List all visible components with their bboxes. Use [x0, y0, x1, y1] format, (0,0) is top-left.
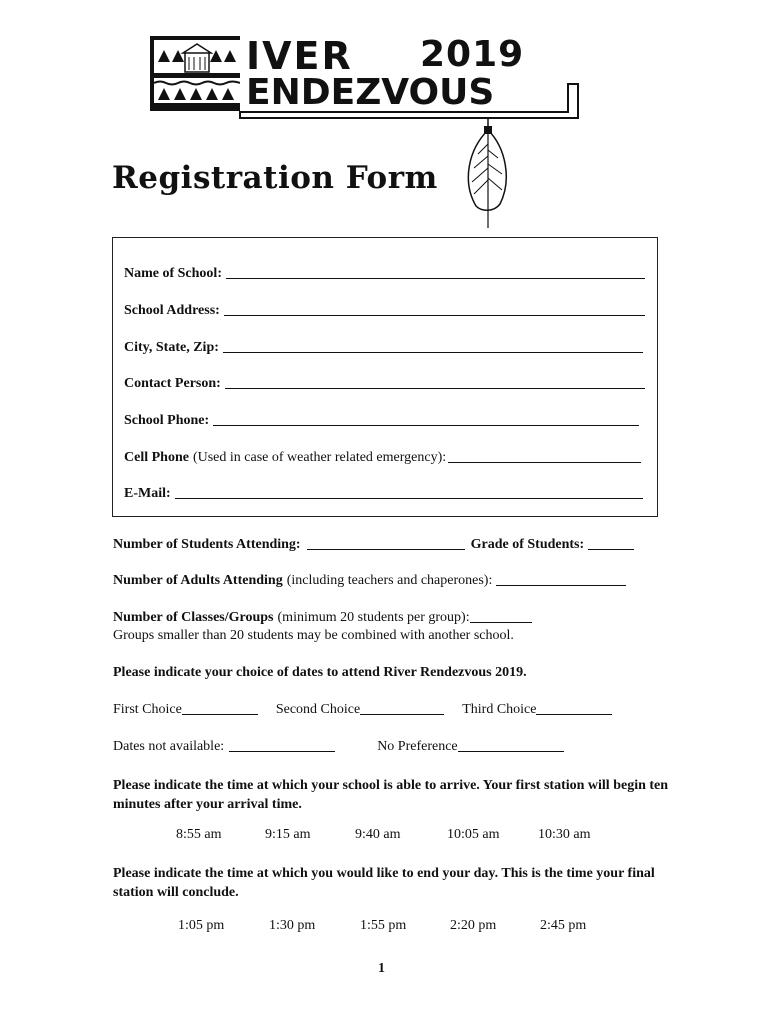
dates-not-available-label: Dates not available: [113, 739, 225, 754]
page-title: Registration Form [112, 160, 438, 196]
school-phone-field[interactable] [213, 425, 639, 426]
departure-time-option[interactable]: 1:05 pm [178, 918, 225, 933]
first-choice-label: First Choice [113, 702, 182, 717]
school-info-box [112, 237, 658, 517]
city-state-zip-row [124, 336, 643, 356]
classes-groups-note: (minimum 20 students per group): [277, 610, 470, 625]
city-state-zip-label: City, State, Zip: [124, 340, 219, 355]
logo-word-rendezvous: ENDEZVOUS [246, 72, 495, 113]
school-phone-row [124, 409, 639, 429]
classes-groups-label: Number of Classes/Groups [113, 610, 274, 625]
cell-phone-note: (Used in case of weather related emergency): [192, 450, 447, 465]
classes-groups-field[interactable] [470, 622, 532, 623]
adults-row [113, 573, 626, 589]
adults-attending-field[interactable] [496, 585, 626, 586]
departure-time-option[interactable]: 1:30 pm [269, 918, 316, 933]
departure-time-option[interactable]: 1:55 pm [360, 918, 407, 933]
date-choices-row [113, 702, 612, 718]
no-preference-label: No Preference [377, 739, 458, 754]
departure-time-option[interactable]: 2:20 pm [450, 918, 497, 933]
school-name-field[interactable] [226, 278, 645, 279]
logo-word-river: IVER [246, 34, 353, 78]
cell-phone-field[interactable] [448, 462, 641, 463]
no-preference-field[interactable] [458, 751, 564, 752]
third-choice-label: Third Choice [462, 702, 537, 717]
dates-not-available-field[interactable] [229, 751, 335, 752]
students-grade-row [113, 537, 634, 553]
adults-attending-note: (including teachers and chaperones): [286, 573, 493, 588]
city-state-zip-field[interactable] [223, 352, 643, 353]
departure-prompt: Please indicate the time at which you would like to end your day. This is the time your final station will conclude. [113, 866, 655, 900]
cell-phone-row [124, 446, 641, 466]
third-choice-field[interactable] [536, 714, 612, 715]
first-choice-field[interactable] [182, 714, 258, 715]
arrival-time-option[interactable]: 10:30 am [538, 827, 591, 842]
second-choice-label: Second Choice [275, 702, 361, 717]
school-address-field[interactable] [224, 315, 645, 316]
classes-row [113, 610, 532, 626]
contact-person-label: Contact Person: [124, 376, 221, 391]
grade-of-students-field[interactable] [588, 549, 634, 550]
school-phone-label: School Phone: [124, 413, 210, 428]
email-field[interactable] [175, 498, 643, 499]
river-rendezvous-logo [150, 32, 595, 232]
departure-time-option[interactable]: 2:45 pm [540, 918, 587, 933]
logo-year: 2019 [420, 34, 525, 75]
page-number: 1 [378, 961, 385, 976]
second-choice-field[interactable] [360, 714, 444, 715]
students-attending-label: Number of Students Attending: [113, 537, 301, 552]
contact-person-field[interactable] [225, 388, 645, 389]
cell-phone-label: Cell Phone [124, 450, 189, 465]
arrival-time-option[interactable]: 8:55 am [176, 827, 222, 842]
email-row [124, 482, 643, 502]
arrival-time-option[interactable]: 9:40 am [355, 827, 401, 842]
school-name-row [124, 262, 645, 282]
school-address-row [124, 299, 645, 319]
arrival-prompt: Please indicate the time at which your school is able to arrive. Your first station will begin ten minutes after your arrival time. [113, 778, 669, 812]
students-attending-field[interactable] [307, 549, 465, 550]
feather-pipe-icon [150, 32, 595, 232]
arrival-time-option[interactable]: 10:05 am [447, 827, 500, 842]
school-address-label: School Address: [124, 303, 220, 318]
email-label: E-Mail: [124, 486, 171, 501]
contact-person-row [124, 372, 645, 392]
dates-prompt: Please indicate your choice of dates to attend River Rendezvous 2019. [113, 665, 527, 680]
school-name-label: Name of School: [124, 266, 222, 281]
grade-of-students-label: Grade of Students: [470, 537, 585, 552]
arrival-time-option[interactable]: 9:15 am [265, 827, 311, 842]
date-availability-row [113, 739, 564, 755]
groups-note: Groups smaller than 20 students may be combined with another school. [113, 628, 514, 643]
adults-attending-label: Number of Adults Attending [113, 573, 283, 588]
